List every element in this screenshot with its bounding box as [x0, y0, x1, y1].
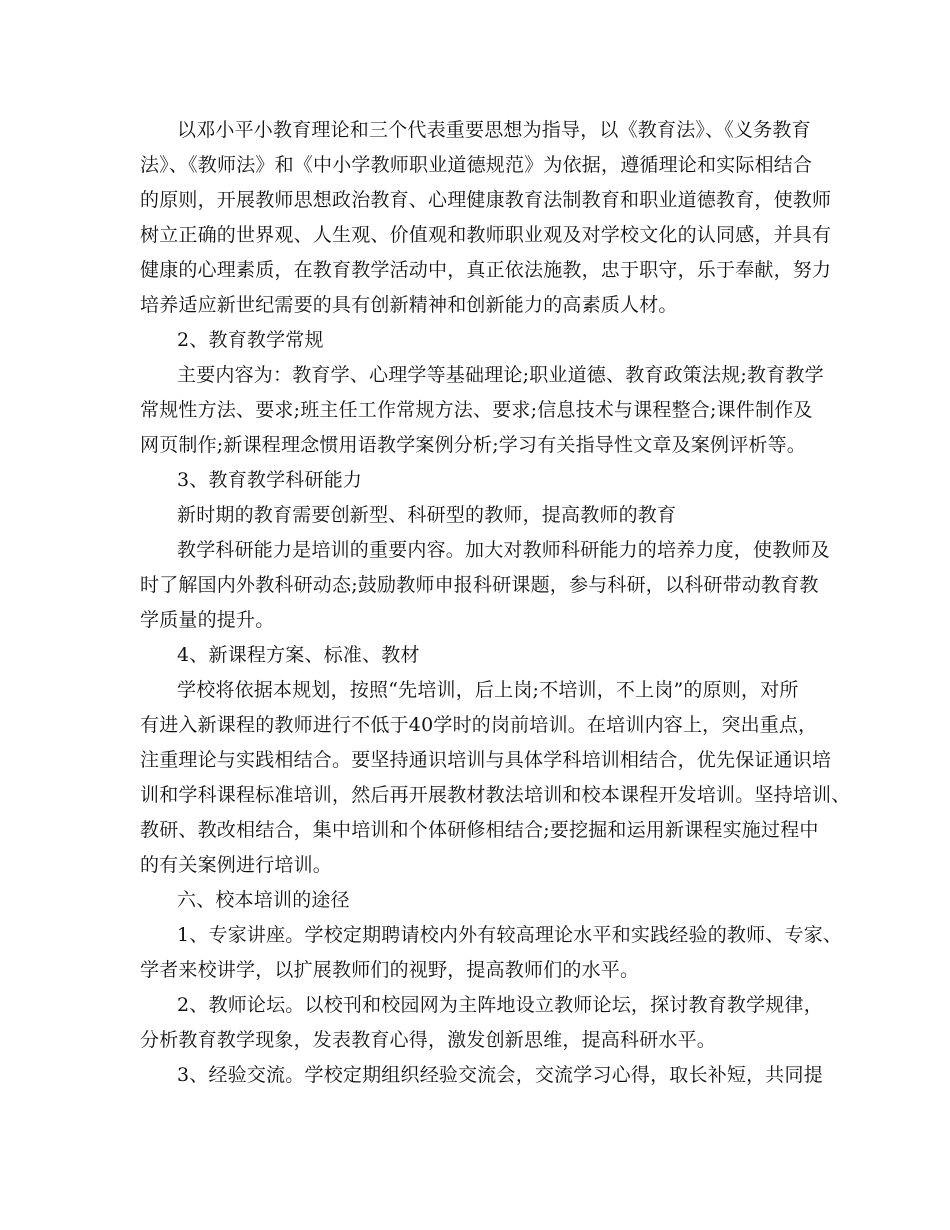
paragraph-line: 树立正确的世界观、人生观、价值观和教师职业观及对学校文化的认同感，并具有: [140, 224, 832, 246]
paragraph-line: 3、经验交流。学校定期组织经验交流会，交流学习心得，取长补短，共同提: [177, 1064, 823, 1086]
section-heading: 4、新课程方案、标准、教材: [177, 644, 420, 666]
section-heading: 六、校本培训的途径: [177, 889, 350, 911]
paragraph-line: 教学科研能力是培训的重要内容。加大对教师科研能力的培养力度，使教师及: [177, 539, 830, 561]
paragraph-line: 主要内容为：教育学、心理学等基础理论;职业道德、教育政策法规;教育教学: [177, 364, 824, 386]
paragraph-line: 2、教师论坛。以校刊和校园网为主阵地设立教师论坛，探讨教育教学规律，: [177, 994, 823, 1016]
paragraph-line: 时了解国内外教科研动态;鼓励教师申报科研课题，参与科研，以科研带动教育教: [140, 574, 819, 596]
paragraph-line: 教研、教改相结合，集中培训和个体研修相结合;要挖掘和运用新课程实施过程中: [140, 819, 819, 841]
paragraph-line: 培养适应新世纪需要的具有创新精神和创新能力的高素质人材。: [140, 294, 678, 316]
paragraph-line: 学校将依据本规划，按照“先培训，后上岗;不培训，不上岗”的原则，对所: [177, 679, 799, 701]
paragraph-line: 注重理论与实践相结合。要坚持通识培训与具体学科培训相结合，优先保证通识培: [140, 749, 832, 771]
section-heading: 2、教育教学常规: [177, 329, 324, 351]
paragraph-line: 的原则，开展教师思想政治教育、心理健康教育法制教育和职业道德教育，使教师: [140, 189, 832, 211]
paragraph-line: 健康的心理素质，在教育教学活动中，真正依法施教，忠于职守，乐于奉献，努力: [140, 259, 832, 281]
paragraph-line: 学质量的提升。: [140, 609, 275, 631]
paragraph-line: 法》、《教师法》和《中小学教师职业道德规范》为依据，遵循理论和实际相结合: [140, 154, 813, 176]
paragraph-line: 以邓小平小教育理论和三个代表重要思想为指导，以《教育法》、《义务教育: [177, 119, 811, 141]
section-heading: 3、教育教学科研能力: [177, 469, 363, 491]
paragraph-line: 学者来校讲学，以扩展教师们的视野，提高教师们的水平。: [140, 959, 640, 981]
paragraph-line: 常规性方法、要求;班主任工作常规方法、要求;信息技术与课程整合;课件制作及: [140, 399, 813, 421]
paragraph-line: 的有关案例进行培训。: [140, 854, 333, 876]
paragraph-line: 1、专家讲座。学校定期聘请校内外有较高理论水平和实践经验的教师、专家、: [177, 924, 843, 946]
paragraph-line: 有进入新课程的教师进行不低于40学时的岗前培训。在培训内容上，突出重点，: [140, 714, 818, 736]
paragraph-line: 分析教育教学现象，发表教育心得，激发创新思维，提高科研水平。: [140, 1029, 717, 1051]
paragraph-line: 新时期的教育需要创新型、科研型的教师，提高教师的教育: [177, 504, 677, 526]
paragraph-line: 网页制作;新课程理念惯用语教学案例分析;学习有关指导性文章及案例评析等。: [140, 434, 807, 456]
paragraph-line: 训和学科课程标准培训，然后再开展教材教法培训和校本课程开发培训。坚持培训、: [140, 784, 851, 806]
